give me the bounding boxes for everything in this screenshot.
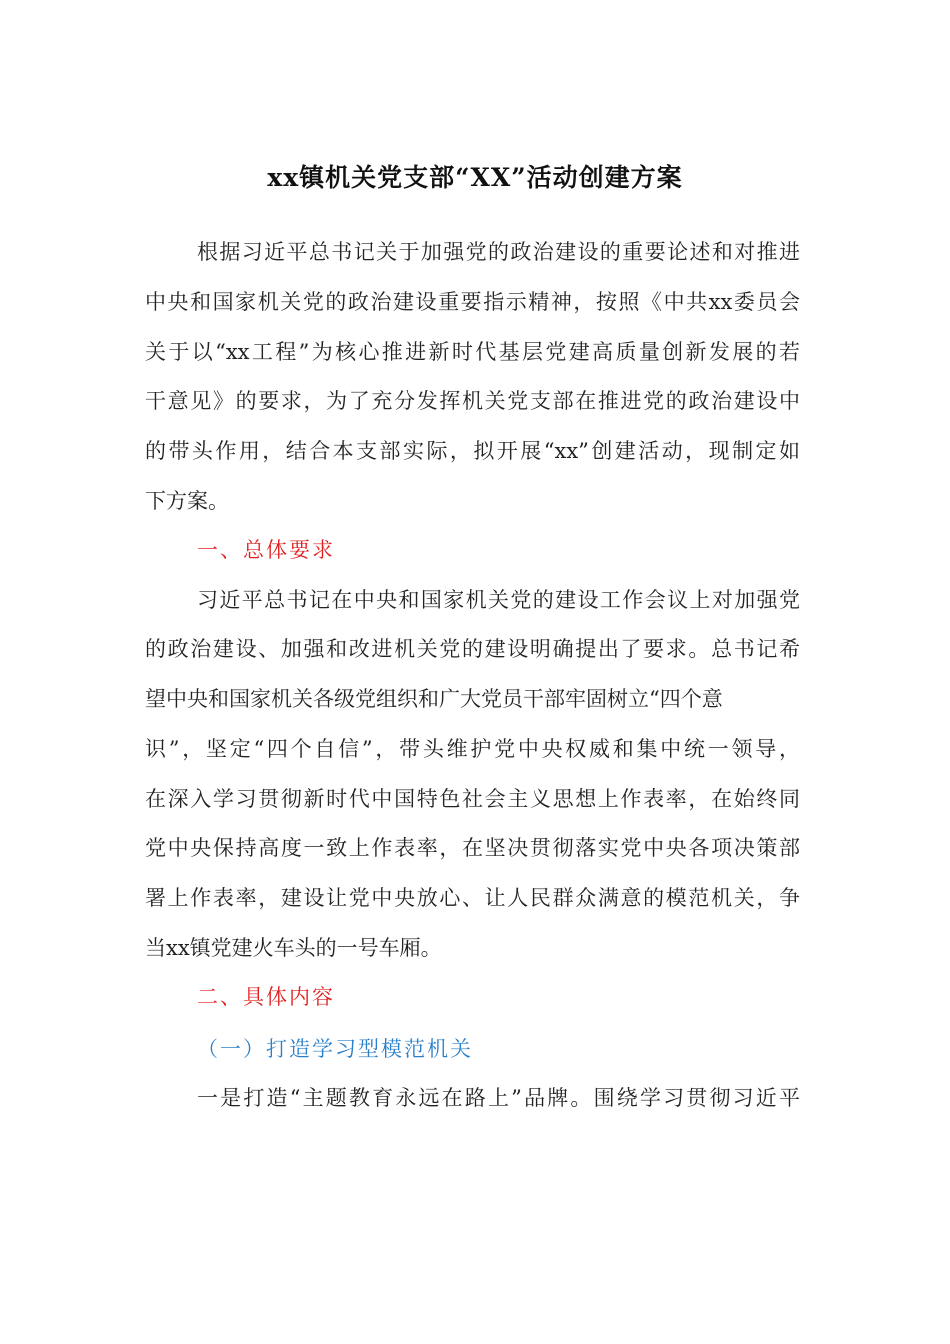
- section1-line: 识”，坚定“四个自信”，带头维护党中央权威和集中统一领导，: [145, 737, 800, 761]
- subsection-heading-learning-agency: （一）打造学习型模范机关: [197, 1037, 473, 1061]
- subsection1-line: 一是打造“主题教育永远在路上”品牌。围绕学习贯彻习近平: [197, 1086, 800, 1110]
- section1-line: 当xx镇党建火车头的一号车厢。: [145, 936, 442, 960]
- intro-line: 中央和国家机关党的政治建设重要指示精神，按照《中共xx委员会: [145, 290, 800, 314]
- document-title: xx镇机关党支部“XX”活动创建方案: [267, 163, 683, 192]
- section1-line: 党中央保持高度一致上作表率，在坚决贯彻落实党中央各项决策部: [145, 836, 800, 860]
- section-heading-specific-content: 二、具体内容: [197, 985, 335, 1009]
- intro-line: 下方案。: [145, 489, 229, 513]
- intro-line: 关于以“xx工程”为核心推进新时代基层党建高质量创新发展的若: [145, 340, 800, 364]
- section1-line: 署上作表率，建设让党中央放心、让人民群众满意的模范机关，争: [145, 886, 800, 910]
- section1-line: 望中央和国家机关各级党组织和广大党员干部牢固树立“四个意: [145, 687, 723, 711]
- intro-line: 干意见》的要求，为了充分发挥机关党支部在推进党的政治建设中: [145, 389, 800, 413]
- intro-line: 根据习近平总书记关于加强党的政治建设的重要论述和对推进: [197, 240, 800, 264]
- section1-line: 习近平总书记在中央和国家机关党的建设工作会议上对加强党: [197, 588, 800, 612]
- section1-line: 在深入学习贯彻新时代中国特色社会主义思想上作表率，在始终同: [145, 787, 800, 811]
- section1-line: 的政治建设、加强和改进机关党的建设明确提出了要求。总书记希: [145, 637, 800, 661]
- intro-line: 的带头作用，结合本支部实际，拟开展“xx”创建活动，现制定如: [145, 439, 800, 463]
- section-heading-general-requirements: 一、总体要求: [197, 538, 335, 562]
